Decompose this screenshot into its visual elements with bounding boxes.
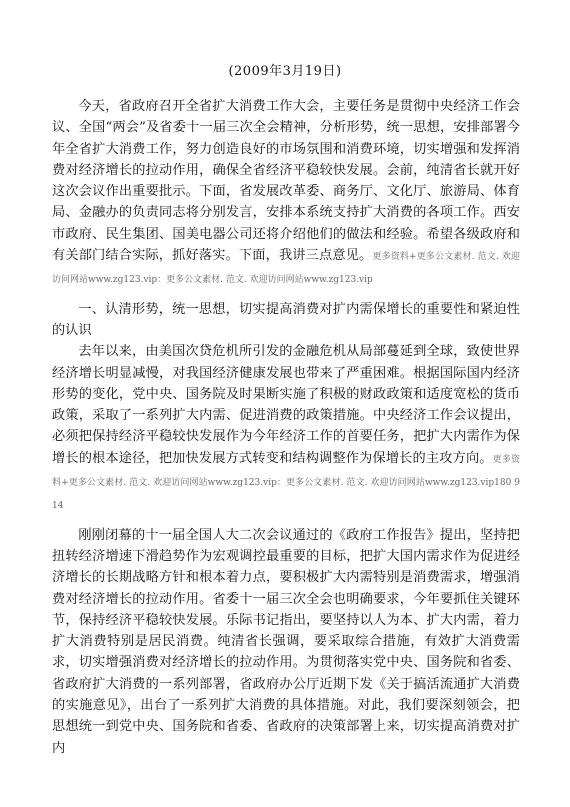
document-body [52, 96, 520, 759]
paragraph-text: 今天，省政府召开全省扩大消费工作大会，主要任务是贯彻中央经济工作会议、全国“两会”及省委十一届三次全会精神，分析形势，统一思想，安排部署今年全省扩大消费工作，努力创造良好的市场氛围和消费环境，切实增强和发挥消费对经济增长的拉动作用，确保全省经济平稳较快发展。会前，纯清省长就开好这次会议作出重要批示。下面，省发展改革委、商务厅、文化厅、旅游局、体育局、金融办的负责同志将分别发言，安排本系统支持扩大消费的各项工作。西安市政府、民生集团、国美电器公司还将介绍他们的做法和经验。希望各级政府和有关部门结合实际，抓好落实。下面，我讲三点意见。 [52, 99, 520, 264]
paragraph-government-report [52, 525, 520, 759]
watermark-text: 更多资料+更多公文素材. 范文. 欢迎访问网站www.zg123.vip：更多公文素材. 范文. 欢迎访问网站www.zg123.vip [52, 252, 520, 286]
paragraph-intro [52, 96, 520, 292]
heading-text: 一、认清形势，统一思想，切实提高消费对扩内需保增长的重要性和紧迫性的认识 [52, 301, 520, 338]
paragraph-situation [52, 341, 520, 517]
watermark-text: 更多资料+更多公文素材. 范文. 欢迎访问网站www.zg123.vip：更多公文素材. 范文. 欢迎访问网站www.zg123.vip180 914 [52, 454, 520, 512]
section-heading [52, 299, 520, 342]
paragraph-text: 去年以来，由美国次贷危机所引发的金融危机从局部蔓延到全球，致使世界经济增长明显减慢，对我国经济健康发展也带来了严重困难。根据国际国内经济形势的变化，党中央、国务院及时果断实施了积极的财政政策和适度宽松的货币政策，采取了一系列扩大内需、促进消费的政策措施。中央经济工作会议提出，必须把保持经济平稳较快发展作为今年经济工作的首要任务，把扩大内需作为保增长的根本途径，把加快发展方式转变和结构调整作为保增长的主攻方向。 [52, 344, 520, 466]
paragraph-text: 刚刚闭幕的十一届全国人大二次会议通过的《政府工作报告》提出，坚持把扭转经济增速下滑趋势作为宏观调控最重要的目标，把扩大国内需求作为促进经济增长的长期战略方针和根本着力点，要积极扩大内需特别是消费需求，增强消费对经济增长的拉动作用。省委十一届三次全会也明确要求，今年要抓住关键环节，保持经济平稳较快发展。乐际书记指出，要坚持以人为本、扩大内需，着力扩大消费特别是居民消费。纯清省长强调，要采取综合措施，有效扩大消费需求，切实增强消费对经济增长的拉动作用。为贯彻落实党中央、国务院和省委、省政府扩大消费的一系列部署，省政府办公厅近期下发《关于搞活流通扩大消费的实施意见》，出台了一系列扩大消费的具体措施。对此，我们要深刻领会，把思想统一到党中央、国务院和省委、省政府的决策部署上来，切实提高消费对扩内 [52, 527, 520, 756]
speech-date: (2009年3月19日) [228, 64, 342, 79]
